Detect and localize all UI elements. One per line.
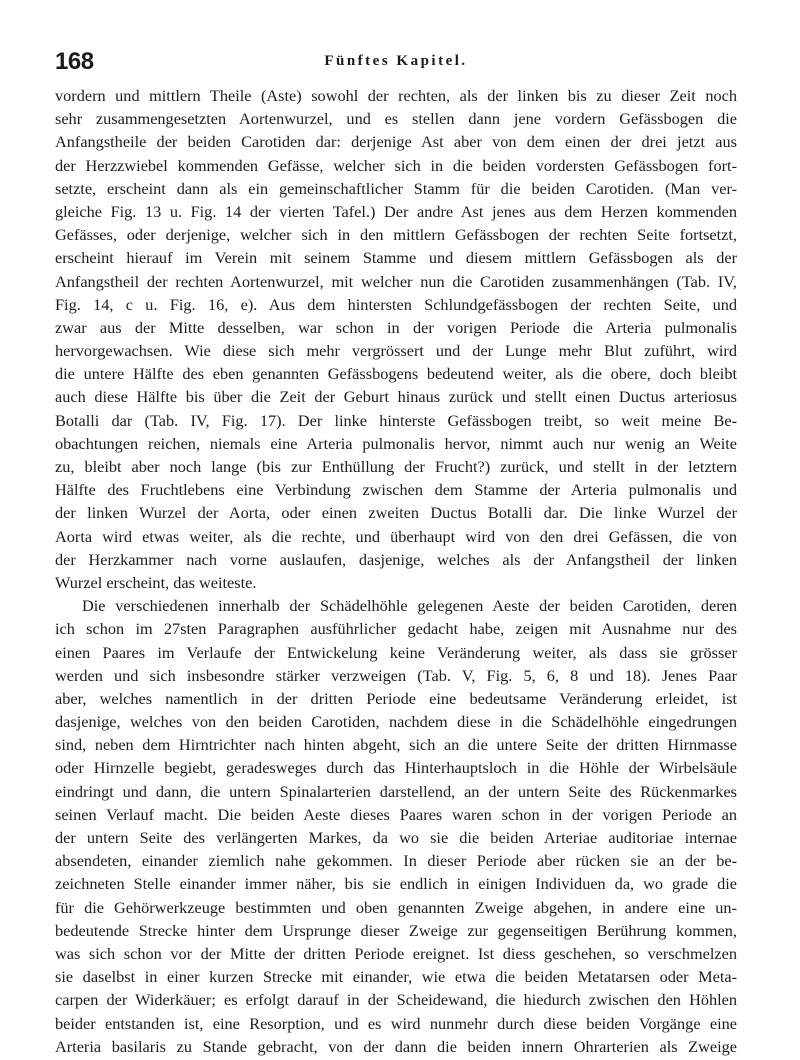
text-line: oder Hirnzelle begiebt, geradesweges durch das Hinterhauptsloch in die Höhle der Wirbelsäule — [55, 758, 737, 778]
text-line: obachtungen reichen, niemals eine Arteria pulmonalis hervor, nimmt auch nur wenig an Weite — [55, 433, 737, 453]
text-line: gleiche Fig. 13 u. Fig. 14 der vierten Tafel.) Der andre Ast jenes aus dem Herzen kommenden — [55, 201, 737, 221]
text-line: Fig. 14, c u. Fig. 16, e). Aus dem hintersten Schlundgefässbogen der rechten Seite, und — [55, 294, 737, 314]
text-line: werden und sich insbesondre stärker verzweigen (Tab. V, Fig. 5, 6, 8 und 18). Jenes Paar — [55, 665, 737, 685]
text-line: aber, welches namentlich in der dritten Periode eine bedeutsame Veränderung erleidet, ist — [55, 688, 737, 708]
text-line: eindringt und dann, die untern Spinalarterien darstellend, an der untern Seite des Rückenmarkes — [55, 781, 737, 801]
text-line: absendeten, einander ziemlich nahe gekommen. In dieser Periode aber rücken sie an der be- — [55, 851, 737, 871]
text-line: zwar aus der Mitte desselben, war schon in der vorigen Periode die Arteria pulmonalis — [55, 317, 737, 337]
text-line: der Herzzwiebel kommenden Gefässe, welcher sich in die beiden vordersten Gefässbogen fort- — [55, 155, 737, 175]
text-line: für die Gehörwerkzeuge bestimmten und oben genannten Zweige abgehen, in andere eine un- — [55, 897, 737, 917]
text-line: Anfangstheil der rechten Aortenwurzel, mit welcher nun die Carotiden zusammenhängen (Tab. IV, — [55, 271, 737, 291]
text-line: der Herzkammer nach vorne auslaufen, dasjenige, welches als der Anfangstheil der linken — [55, 549, 737, 569]
text-line: setzte, erscheint dann als ein gemeinschaftlicher Stamm für die beiden Carotiden. (Man ver- — [55, 178, 737, 198]
text-line: zu, bleibt aber noch lange (bis zur Enthüllung der Frucht?) zurück, und stellt in der letztern — [55, 457, 737, 476]
text-line: erscheint hierauf im Verein mit seinem Stamme und diesem mittlern Gefässbogen als der — [55, 248, 737, 268]
running-head — [55, 48, 737, 84]
text-line: sehr zusammengesetzten Aortenwurzel, und es stellen dann jene vordern Gefässbogen die — [55, 109, 737, 129]
text-line: seinen Verlauf macht. Die beiden Aeste dieses Paares waren schon in der vorigen Periode an — [55, 804, 737, 824]
text-line: Hälfte des Fruchtlebens eine Verbindung zwischen dem Stamme der Arteria pulmonalis und — [55, 480, 737, 500]
text-line: vordern und mittlern Theile (Aste) sowohl der rechten, als der linken bis zu dieser Zeit noch — [55, 86, 737, 105]
text-line: bedeutende Strecke hinter dem Ursprunge dieser Zweige zur gegenseitigen Berührung kommen, — [55, 920, 737, 940]
text-line: Aorta wird etwas weiter, als die rechte, und überhaupt wird von den drei Gefässen, die von — [55, 526, 737, 546]
text-line: Die verschiedenen innerhalb der Schädelhöhle gelegenen Aeste der beiden Carotiden, deren — [82, 596, 737, 616]
text-line: sind, neben dem Hirntrichter nach hinten abgeht, sich an die untere Seite der dritten Hirnmasse — [55, 735, 737, 755]
text-line: der untern Seite des verlängerten Markes, da wo sie die beiden Arteriae auditoriae internae — [55, 828, 737, 847]
chapter-title: Fünftes Kapitel. — [324, 53, 468, 69]
text-line: Anfangstheile der beiden Carotiden dar: derjenige Ast aber von dem einen der drei jetzt aus — [55, 132, 737, 152]
body-text — [55, 84, 737, 1058]
text-line: was sich schon vor der Mitte der dritten Periode ereignet. Ist diess geschehen, so verschmelzen — [55, 943, 737, 963]
book-page — [55, 48, 737, 1058]
text-line: zeichneten Stelle einander immer näher, bis sie endlich in einigen Individuen da, wo grade die — [55, 874, 737, 894]
text-line: Arteria basilaris zu Stande gebracht, von der dann die beiden innern Ohrarterien als Zweige — [55, 1036, 737, 1056]
text-line: dasjenige, welches von den beiden Carotiden, nachdem diese in die Schädelhöhle eingedrungen — [55, 712, 737, 732]
text-line: ich schon im 27sten Paragraphen ausführlicher gedacht habe, zeigen mit Ausnahme nur des — [55, 619, 737, 639]
text-line: Wurzel erscheint, das weiteste. — [55, 572, 257, 592]
text-line: hervorgewachsen. Wie diese sich mehr vergrössert und der Lunge mehr Blut zuführt, wird — [55, 341, 737, 361]
text-line: Gefässes, oder derjenige, welcher sich in den mittlern Gefässbogen der rechten Seite fortsetzt, — [55, 225, 737, 245]
page-number: 168 — [55, 48, 94, 75]
text-line: die untere Hälfte des eben genannten Gefässbogens bedeutend weiter, als die obere, doch bleibt — [55, 364, 737, 384]
text-line: sie daselbst in einer kurzen Strecke mit einander, wie etwa die beiden Metatarsen oder Meta- — [55, 967, 737, 987]
text-line: Botalli dar (Tab. IV, Fig. 17). Der linke hinterste Gefässbogen treibt, so weit meine Be- — [55, 410, 737, 430]
text-line: carpen der Widerkäuer; es erfolgt darauf in der Scheidewand, die hiedurch zwischen den Höhlen — [55, 990, 737, 1010]
text-line: auch diese Hälfte bis über die Zeit der Geburt hinaus zurück und stellt einen Ductus arteriosus — [55, 387, 737, 407]
text-line: beider entstanden ist, eine Resorption, und es wird nunmehr durch diese beiden Vorgänge eine — [55, 1013, 737, 1033]
text-line: der linken Wurzel der Aorta, oder einen zweiten Ductus Botalli dar. Die linke Wurzel der — [55, 503, 737, 523]
text-line: einen Paares im Verlaufe der Entwickelung keine Veränderung weiter, als dass sie grösser — [55, 642, 737, 662]
